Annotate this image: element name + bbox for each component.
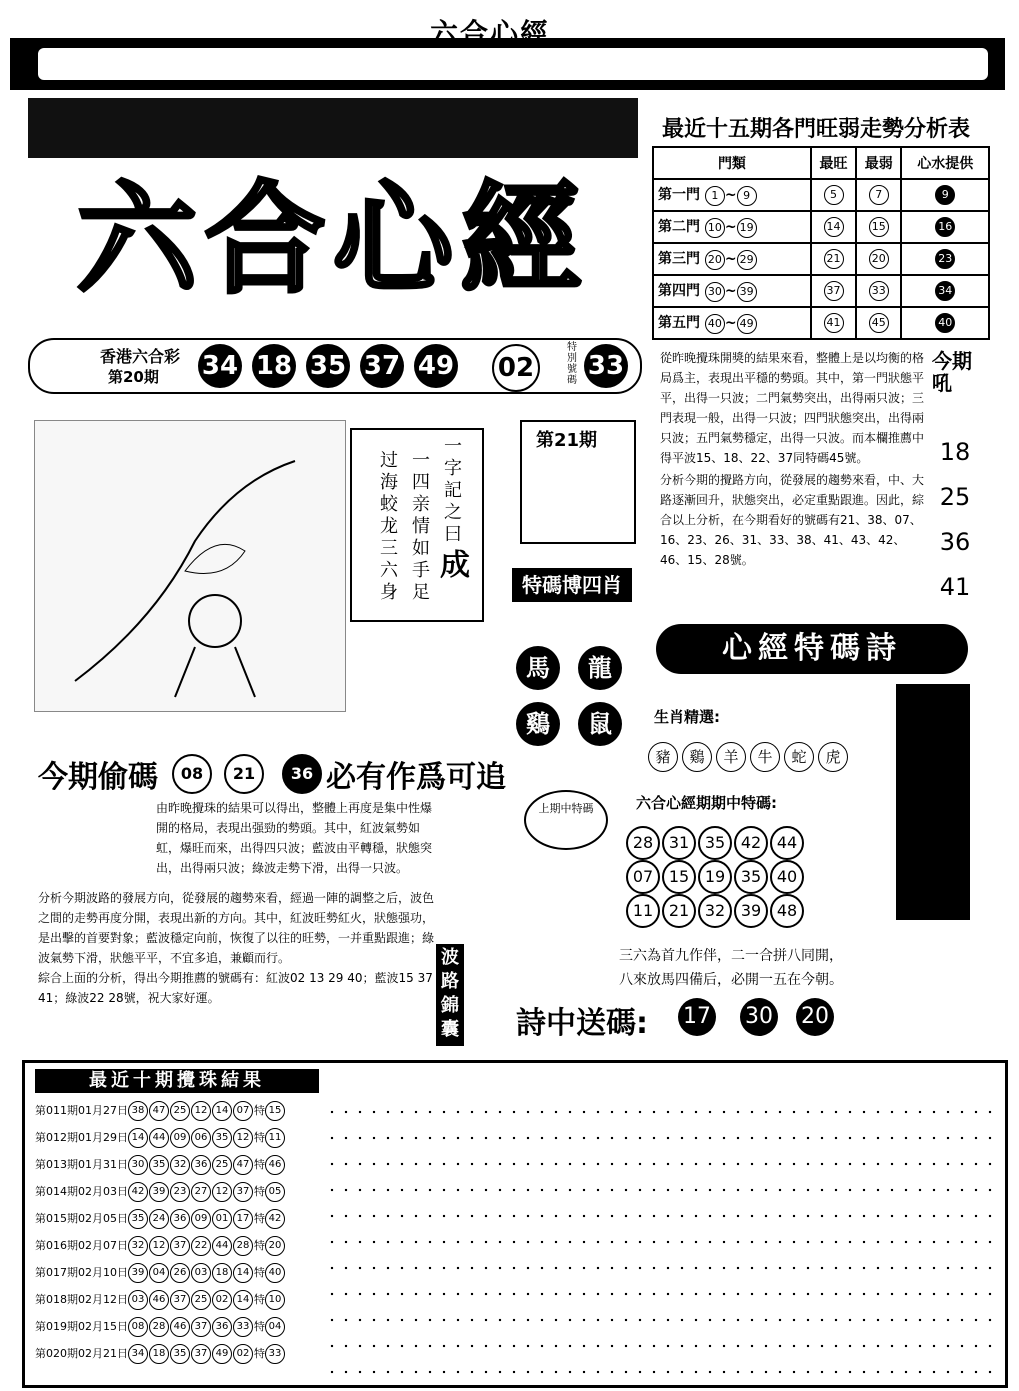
banner-inner xyxy=(38,48,988,80)
zodiac-chip: 虎 xyxy=(818,742,848,772)
scroll-big-char: 成 xyxy=(440,548,470,583)
history-ball: 37 xyxy=(191,1344,211,1364)
max-ball: 14 xyxy=(824,217,844,237)
gate-name: 第三門 xyxy=(658,251,700,267)
hit-ball: 07 xyxy=(626,860,660,894)
history-ball: 09 xyxy=(170,1128,190,1148)
history-ball: 14 xyxy=(212,1101,232,1121)
history-ball: 14 xyxy=(233,1263,253,1283)
history-special-ball: 46 xyxy=(265,1155,285,1175)
scroll-line: 一字記之曰 xyxy=(444,436,462,545)
hit-ball: 48 xyxy=(770,894,804,928)
header-min: 最弱 xyxy=(856,147,901,179)
history-row-label: 第018期02月12日 xyxy=(35,1293,128,1306)
history-row xyxy=(35,1234,286,1258)
history-ball: 38 xyxy=(128,1101,148,1121)
range-from: 30 xyxy=(705,282,725,302)
history-ball: 08 xyxy=(128,1317,148,1337)
history-special-ball: 15 xyxy=(265,1101,285,1121)
steal-text: 由昨晚攪珠的結果可以得出，整體上再度是集中性爆開的格局，表現出强勁的勢頭。其中，紅波氣勢如虹，爆旺而來，出得四只波；藍波由平轉穩，狀態突出，出得兩只波；綠波走勢下滑，出得一只波。 xyxy=(156,801,433,875)
steal-text-2 xyxy=(38,888,438,1008)
history-ball: 30 xyxy=(128,1155,148,1175)
pick-ball: 40 xyxy=(935,313,955,333)
steal-ball: 08 xyxy=(172,754,212,794)
history-row-label: 第014期02月03日 xyxy=(35,1185,128,1198)
history-row-label: 第011期01月27日 xyxy=(35,1104,128,1117)
poem-lines xyxy=(596,944,866,992)
header-gate: 門類 xyxy=(653,147,811,179)
history-row xyxy=(35,1315,286,1339)
gate-analysis-text: 從昨晚攪珠開獎的結果來看，整體上是以均衡的格局爲主，表現出平穩的勢頭。其中，第一門狀態平平，出得一只波；二門氣勢突出，出得兩只波；三門表現一般，出得一只波；四門狀態突出，出得兩只波；五門氣勢穩定，出得一只波。而本欄推薦中得平波15、18、22、37同特碼45號。 xyxy=(660,351,925,465)
zodiac-chip: 蛇 xyxy=(784,742,814,772)
history-special-label: 特 xyxy=(254,1212,265,1225)
logo: 六合心經 xyxy=(77,169,589,310)
result-ball: 02 xyxy=(492,344,540,392)
hit-ball: 21 xyxy=(662,894,696,928)
max-ball: 21 xyxy=(824,249,844,269)
history-ball: 46 xyxy=(149,1290,169,1310)
history-special-label: 特 xyxy=(254,1239,265,1252)
jinqi-number: 18 xyxy=(939,438,971,466)
history-ball: 12 xyxy=(149,1236,169,1256)
gate-name: 第二門 xyxy=(658,219,700,235)
history-ball: 36 xyxy=(212,1317,232,1337)
history-ball: 39 xyxy=(128,1263,148,1283)
issue-label: 第21期 xyxy=(536,430,598,451)
history-ball: 14 xyxy=(233,1290,253,1310)
history-ball: 32 xyxy=(128,1236,148,1256)
history-ball: 03 xyxy=(128,1290,148,1310)
dot-grid xyxy=(325,1099,995,1377)
history-ball: 07 xyxy=(233,1101,253,1121)
zodiac-ball: 馬 xyxy=(516,646,560,690)
result-ball: 49 xyxy=(414,344,458,388)
history-ball: 44 xyxy=(149,1128,169,1148)
result-ball: 37 xyxy=(360,344,404,388)
period-label: 第20期 xyxy=(108,368,159,386)
history-ball: 26 xyxy=(170,1263,190,1283)
range-to: 49 xyxy=(737,314,757,334)
history-ball: 23 xyxy=(170,1182,190,1202)
history-ball: 12 xyxy=(212,1182,232,1202)
history-ball: 28 xyxy=(149,1317,169,1337)
zodiac-ball: 鼠 xyxy=(578,702,622,746)
min-ball: 20 xyxy=(869,249,889,269)
history-special-label: 特 xyxy=(254,1293,265,1306)
min-ball: 7 xyxy=(869,185,889,205)
max-ball: 41 xyxy=(824,313,844,333)
history-row xyxy=(35,1342,286,1366)
history-ball: 37 xyxy=(170,1236,190,1256)
history-ball: 28 xyxy=(233,1236,253,1256)
history-row-label: 第017期02月10日 xyxy=(35,1266,128,1279)
history-ball: 25 xyxy=(170,1101,190,1121)
history-ball: 02 xyxy=(212,1290,232,1310)
poem-line: 八來放馬四備后，必開一五在今朝。 xyxy=(619,972,843,988)
history-special-label: 特 xyxy=(254,1320,265,1333)
table-row: 第二門 10 ~ 19 14 15 16 xyxy=(653,211,989,243)
hit-ball: 42 xyxy=(734,826,768,860)
history-special-label: 特 xyxy=(254,1266,265,1279)
history-ball: 06 xyxy=(191,1128,211,1148)
history-ball: 44 xyxy=(212,1236,232,1256)
history-ball: 42 xyxy=(128,1182,148,1202)
history-ball: 24 xyxy=(149,1209,169,1229)
hk-lottery-label: 香港六合彩 xyxy=(100,347,181,366)
zodiac-chip: 鷄 xyxy=(682,742,712,772)
history-special-label: 特 xyxy=(254,1131,265,1144)
history-ball: 36 xyxy=(191,1155,211,1175)
result-ball: 35 xyxy=(306,344,350,388)
history-special-label: 特 xyxy=(254,1185,265,1198)
steal-ball: 21 xyxy=(224,754,264,794)
history-ball: 35 xyxy=(212,1128,232,1148)
history-ball: 03 xyxy=(191,1263,211,1283)
history-ball: 18 xyxy=(149,1344,169,1364)
wave-tag: 波路錦囊 xyxy=(436,944,464,1046)
zodiac-chip: 牛 xyxy=(750,742,780,772)
history-ball: 35 xyxy=(170,1344,190,1364)
history-special-label: 特 xyxy=(254,1104,265,1117)
gate-name: 第一門 xyxy=(658,187,700,203)
history-row xyxy=(35,1153,286,1177)
zodiac-ball: 鷄 xyxy=(516,702,560,746)
range-from: 20 xyxy=(705,250,725,270)
history-ball: 47 xyxy=(149,1101,169,1121)
history-ball: 47 xyxy=(233,1155,253,1175)
min-ball: 15 xyxy=(869,217,889,237)
history-special-ball: 05 xyxy=(265,1182,285,1202)
illustration-drawing xyxy=(35,421,345,711)
history-ball: 37 xyxy=(170,1290,190,1310)
side-decoration xyxy=(896,684,970,920)
hits-title: 六合心經期期中特碼: xyxy=(636,794,777,812)
history-row-label: 第015期02月05日 xyxy=(35,1212,128,1225)
hit-ball: 15 xyxy=(662,860,696,894)
special-label: 特別號碼 xyxy=(567,342,577,386)
poem-scroll xyxy=(350,428,484,622)
history-title: 最近十期攪珠結果 xyxy=(35,1069,319,1093)
history-ball: 01 xyxy=(212,1209,232,1229)
history-row-label: 第019期02月15日 xyxy=(35,1320,128,1333)
min-ball: 45 xyxy=(869,313,889,333)
history-row-label: 第013期01月31日 xyxy=(35,1158,128,1171)
banner-title: 六合心經 xyxy=(430,17,551,50)
max-ball: 37 xyxy=(824,281,844,301)
result-ball: 18 xyxy=(252,344,296,388)
history-special-label: 特 xyxy=(254,1158,265,1171)
range-from: 1 xyxy=(705,186,725,206)
zodiac-title: 特碼博四肖 xyxy=(512,568,632,602)
hit-ball: 40 xyxy=(770,860,804,894)
history-ball: 17 xyxy=(233,1209,253,1229)
analysis-table xyxy=(652,146,990,340)
trend-analysis-text: 分析今期的攪路方向，從發展的趨勢來看，中、大路逐漸回升，狀態突出，必定重點跟進。因此，綜合以上分析，在今期看好的號碼有21、38、07、16、23、26、31、33、38、41、43、42、46、15、28號。 xyxy=(660,473,925,567)
range-to: 39 xyxy=(737,282,757,302)
zodiac-ball: 龍 xyxy=(578,646,622,690)
min-ball: 33 xyxy=(869,281,889,301)
jinqi-number: 25 xyxy=(939,483,971,511)
history-ball: 02 xyxy=(233,1344,253,1364)
steal-paragraph: 分析今期波路的發展方向，從發展的趨勢來看，經過一陣的調整之后，波色之間的走勢再度分開，表現出新的方向。其中，紅波旺勢紅火，狀態强功，是出擊的首要對象；藍波穩定向前，恢復了以往的旺勢，一并重點跟進；綠波氣勢下滑，狀態平平，不宜多追，兼顧而行。 xyxy=(38,891,435,965)
history-ball: 39 xyxy=(149,1182,169,1202)
hit-ball: 44 xyxy=(770,826,804,860)
hit-ball: 19 xyxy=(698,860,732,894)
poem-title: 心經特碼詩 xyxy=(656,624,968,674)
history-row-label: 第020期02月21日 xyxy=(35,1347,128,1360)
special-ball: 33 xyxy=(584,344,628,388)
pick-ball: 9 xyxy=(935,185,955,205)
jinqi-number: 36 xyxy=(939,528,971,556)
history-ball: 18 xyxy=(212,1263,232,1283)
hit-ball: 31 xyxy=(662,826,696,860)
steal-ball: 36 xyxy=(282,754,322,794)
history-special-ball: 11 xyxy=(265,1128,285,1148)
jinqi-label: 今期吼 xyxy=(932,349,972,395)
top-banner xyxy=(10,10,1005,90)
table-row: 第五門 40 ~ 49 41 45 40 xyxy=(653,307,989,339)
history-ball: 35 xyxy=(128,1209,148,1229)
hit-ball: 32 xyxy=(698,894,732,928)
illustration xyxy=(34,420,346,712)
history-special-ball: 42 xyxy=(265,1209,285,1229)
history-row xyxy=(35,1126,286,1150)
history-ball: 37 xyxy=(233,1182,253,1202)
history-ball: 36 xyxy=(170,1209,190,1229)
history-ball: 25 xyxy=(191,1290,211,1310)
history-row xyxy=(35,1207,286,1231)
analysis-table-title: 最近十五期各門旺弱走勢分析表 xyxy=(662,117,971,142)
range-from: 10 xyxy=(705,218,725,238)
history-special-ball: 04 xyxy=(265,1317,285,1337)
history-ball: 49 xyxy=(212,1344,232,1364)
gift-ball: 17 xyxy=(678,998,716,1036)
history-row-label: 第012期01月29日 xyxy=(35,1131,128,1144)
history-special-ball: 40 xyxy=(265,1263,285,1283)
history-panel xyxy=(22,1060,1008,1388)
range-from: 40 xyxy=(705,314,725,334)
range-to: 9 xyxy=(737,186,757,206)
header-pick: 心水提供 xyxy=(901,147,989,179)
steal-title: 今期偷碼 xyxy=(38,760,158,795)
gift-ball: 30 xyxy=(740,998,778,1036)
issue-box xyxy=(520,420,636,544)
hit-ball: 11 xyxy=(626,894,660,928)
history-ball: 14 xyxy=(128,1128,148,1148)
hit-ball: 39 xyxy=(734,894,768,928)
hit-ball: 35 xyxy=(698,826,732,860)
table-row: 第四門 30 ~ 39 37 33 34 xyxy=(653,275,989,307)
history-ball: 22 xyxy=(191,1236,211,1256)
header-max: 最旺 xyxy=(811,147,856,179)
history-ball: 25 xyxy=(212,1155,232,1175)
table-row: 第三門 20 ~ 29 21 20 23 xyxy=(653,243,989,275)
max-ball: 5 xyxy=(824,185,844,205)
history-ball: 34 xyxy=(128,1344,148,1364)
history-ball: 12 xyxy=(233,1128,253,1148)
history-row xyxy=(35,1099,286,1123)
history-ball: 09 xyxy=(191,1209,211,1229)
history-row xyxy=(35,1261,286,1285)
steal-paragraph: 綜合上面的分析，得出今期推薦的號碼有：紅波02 13 29 40；藍波15 37 41；綠波22 28號，祝大家好運。 xyxy=(38,971,433,1005)
zodiac-chip: 豬 xyxy=(648,742,678,772)
history-ball: 27 xyxy=(191,1182,211,1202)
gift-ball: 20 xyxy=(796,998,834,1036)
history-special-ball: 10 xyxy=(265,1290,285,1310)
gate-name: 第五門 xyxy=(658,315,700,331)
history-special-label: 特 xyxy=(254,1347,265,1360)
pick-ball: 16 xyxy=(935,217,955,237)
gate-name: 第四門 xyxy=(658,283,700,299)
range-to: 19 xyxy=(737,218,757,238)
range-to: 29 xyxy=(737,250,757,270)
history-row xyxy=(35,1288,286,1312)
history-special-ball: 20 xyxy=(265,1236,285,1256)
history-ball: 33 xyxy=(233,1317,253,1337)
history-ball: 12 xyxy=(191,1101,211,1121)
poem-line: 三六為首九作伴，二一合拼八同開， xyxy=(619,948,843,964)
hit-ball: 35 xyxy=(734,860,768,894)
results-bar xyxy=(28,338,642,394)
hit-ball: 28 xyxy=(626,826,660,860)
scroll-line: 一四亲情如手足 xyxy=(412,450,430,603)
result-ball: 34 xyxy=(198,344,242,388)
masthead-decoration xyxy=(28,98,638,158)
jinqi-numbers xyxy=(930,430,980,610)
table-row: 第一門 1 ~ 9 5 7 9 xyxy=(653,179,989,211)
history-special-ball: 33 xyxy=(265,1344,285,1364)
pick-ball: 23 xyxy=(935,249,955,269)
steal-tail: 必有作爲可追 xyxy=(326,760,506,795)
prev-hit-stamp: 上期中特碼 xyxy=(524,790,608,850)
history-ball: 35 xyxy=(149,1155,169,1175)
pick-ball: 34 xyxy=(935,281,955,301)
zodiac-select-title: 生肖精選: xyxy=(654,708,720,726)
history-ball: 04 xyxy=(149,1263,169,1283)
history-row-label: 第016期02月07日 xyxy=(35,1239,128,1252)
history-ball: 46 xyxy=(170,1317,190,1337)
scroll-line: 过海蛟龙三六身 xyxy=(380,450,398,603)
zodiac-chip: 羊 xyxy=(716,742,746,772)
jinqi-number: 41 xyxy=(939,573,971,601)
history-ball: 32 xyxy=(170,1155,190,1175)
gift-title: 詩中送碼: xyxy=(516,1006,648,1041)
history-row xyxy=(35,1180,286,1204)
history-ball: 37 xyxy=(191,1317,211,1337)
